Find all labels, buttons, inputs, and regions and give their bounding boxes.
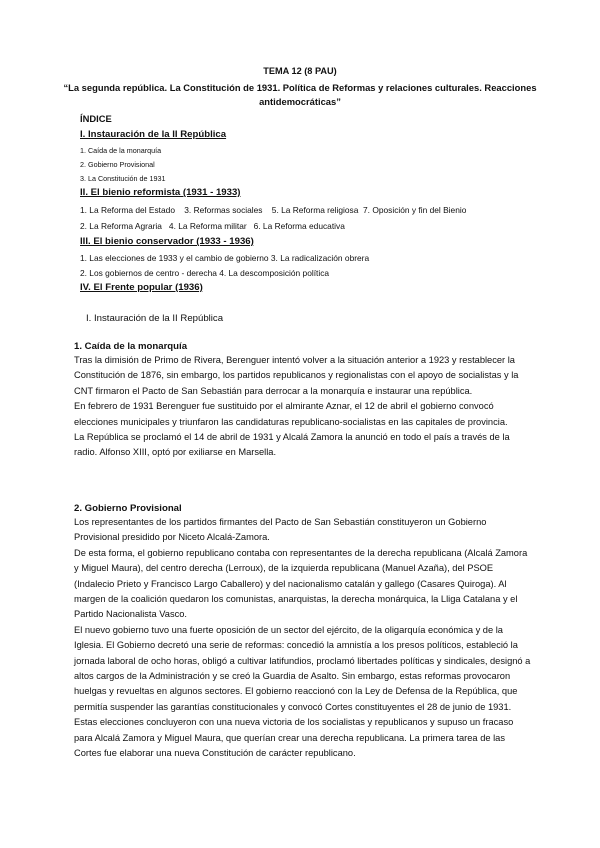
index-item: 2. Los gobiernos de centro - derecha 4. La descomposición política: [80, 268, 330, 278]
caida-text: [74, 353, 534, 461]
index-item: 2. La Reforma Agraria 4. La Reforma militar 6. La Reforma educativa: [80, 221, 345, 231]
paragraph: De esta forma, el gobierno republicano contaba con representantes de la derecha republicana (Alcalá Zamora y Miguel Maura), del centro derecha (Lerroux), de la izquierda republicana (Manuel Azaña), del PSOE (Indalecio Prieto y Francisco Largo Caballero) y del nacionalismo catalán y gallego (Casares Quiroga). Al margen de la coalición quedaron los comunistas, anarquistas, la derecha monárquica, la Lliga Catalana y el Partido Nacionalista Vasco.: [74, 547, 528, 620]
paragraph: Los representantes de los partidos firmantes del Pacto de San Sebastián constituyeron un Gobierno Provisional presidido por Niceto Alcalá-Zamora.: [74, 517, 487, 543]
index-section-4: IV. El Frente popular (1936): [80, 282, 203, 293]
paragraph: El nuevo gobierno tuvo una fuerte oposición de un sector del ejército, de la oligarquía económica y de la Iglesia. El Gobierno decretó una serie de reformas: concedió la amnistía a los presos políticos, estableció la jornada laboral de ocho horas, obligó a cultivar latifundios, proclamó libertades políticas y sindicales, designó a altos cargos de la Administración y se creó la Guardia de Asalto. Sin embargo, estas reformas provocaron huelgas y revueltas en algunos sectores. El gobierno reaccionó con la Ley de Defensa de la República, que permitía suspender las garantías constitucionales y convocó Cortes constituyentes el 28 de junio de 1931. Estas elecciones concluyeron con una nueva victoria de los socialistas y republicanos y supuso un fracaso para Alcalá Zamora y Miguel Maura, que querían crear una derecha republicana. La primera tarea de las Cortes fue elaborar una nueva Constitución de carácter republicano.: [74, 624, 531, 759]
index-section-1: I. Instauración de la II República: [80, 129, 227, 140]
tema-title: TEMA 12 (8 PAU): [263, 66, 337, 76]
index-item: 2. Gobierno Provisional: [80, 160, 155, 169]
paragraph: La República se proclamó el 14 de abril de 1931 y Alcalá Zamora la anunció en todo el país a través de la radio. Alfonso XIII, optó por exiliarse en Marsella.: [74, 432, 510, 458]
caida-heading: 1. Caída de la monarquía: [74, 341, 188, 352]
document-subtitle: “La segunda república. La Constitución de 1931. Política de Reformas y relaciones culturales. Reacciones antidemocráticas”: [63, 82, 537, 107]
gobierno-heading: 2. Gobierno Provisional: [74, 503, 182, 514]
paragraph: En febrero de 1931 Berenguer fue sustituido por el almirante Aznar, el 12 de abril el gobierno convocó elecciones municipales y triunfaron las candidaturas republicano-socialistas en las capitales de provincia.: [74, 401, 508, 427]
gobierno-text: [74, 515, 534, 762]
section-title: I. Instauración de la II República: [86, 313, 224, 324]
index-item: 1. Caída de la monarquía: [80, 146, 162, 155]
index-item: 1. Las elecciones de 1933 y el cambio de gobierno 3. La radicalización obrera: [80, 253, 370, 263]
index-section-3: III. El bienio conservador (1933 - 1936): [80, 236, 254, 247]
index-item: 1. La Reforma del Estado 3. Reformas sociales 5. La Reforma religiosa 7. Oposición y fin del Bienio: [80, 205, 467, 215]
index-item: 3. La Constitución de 1931: [80, 174, 166, 183]
index-heading: ÍNDICE: [80, 113, 112, 124]
index-section-2: II. El bienio reformista (1931 - 1933): [80, 187, 241, 198]
paragraph: Tras la dimisión de Primo de Rivera, Berenguer intentó volver a la situación anterior a 1923 y restablecer la Constitución de 1876, sin embargo, los partidos republicanos y regionalistas con el apoyo de socialistas y la CNT firmaron el Pacto de San Sebastián para derrocar a la monarquía e instaurar una república.: [74, 355, 519, 396]
